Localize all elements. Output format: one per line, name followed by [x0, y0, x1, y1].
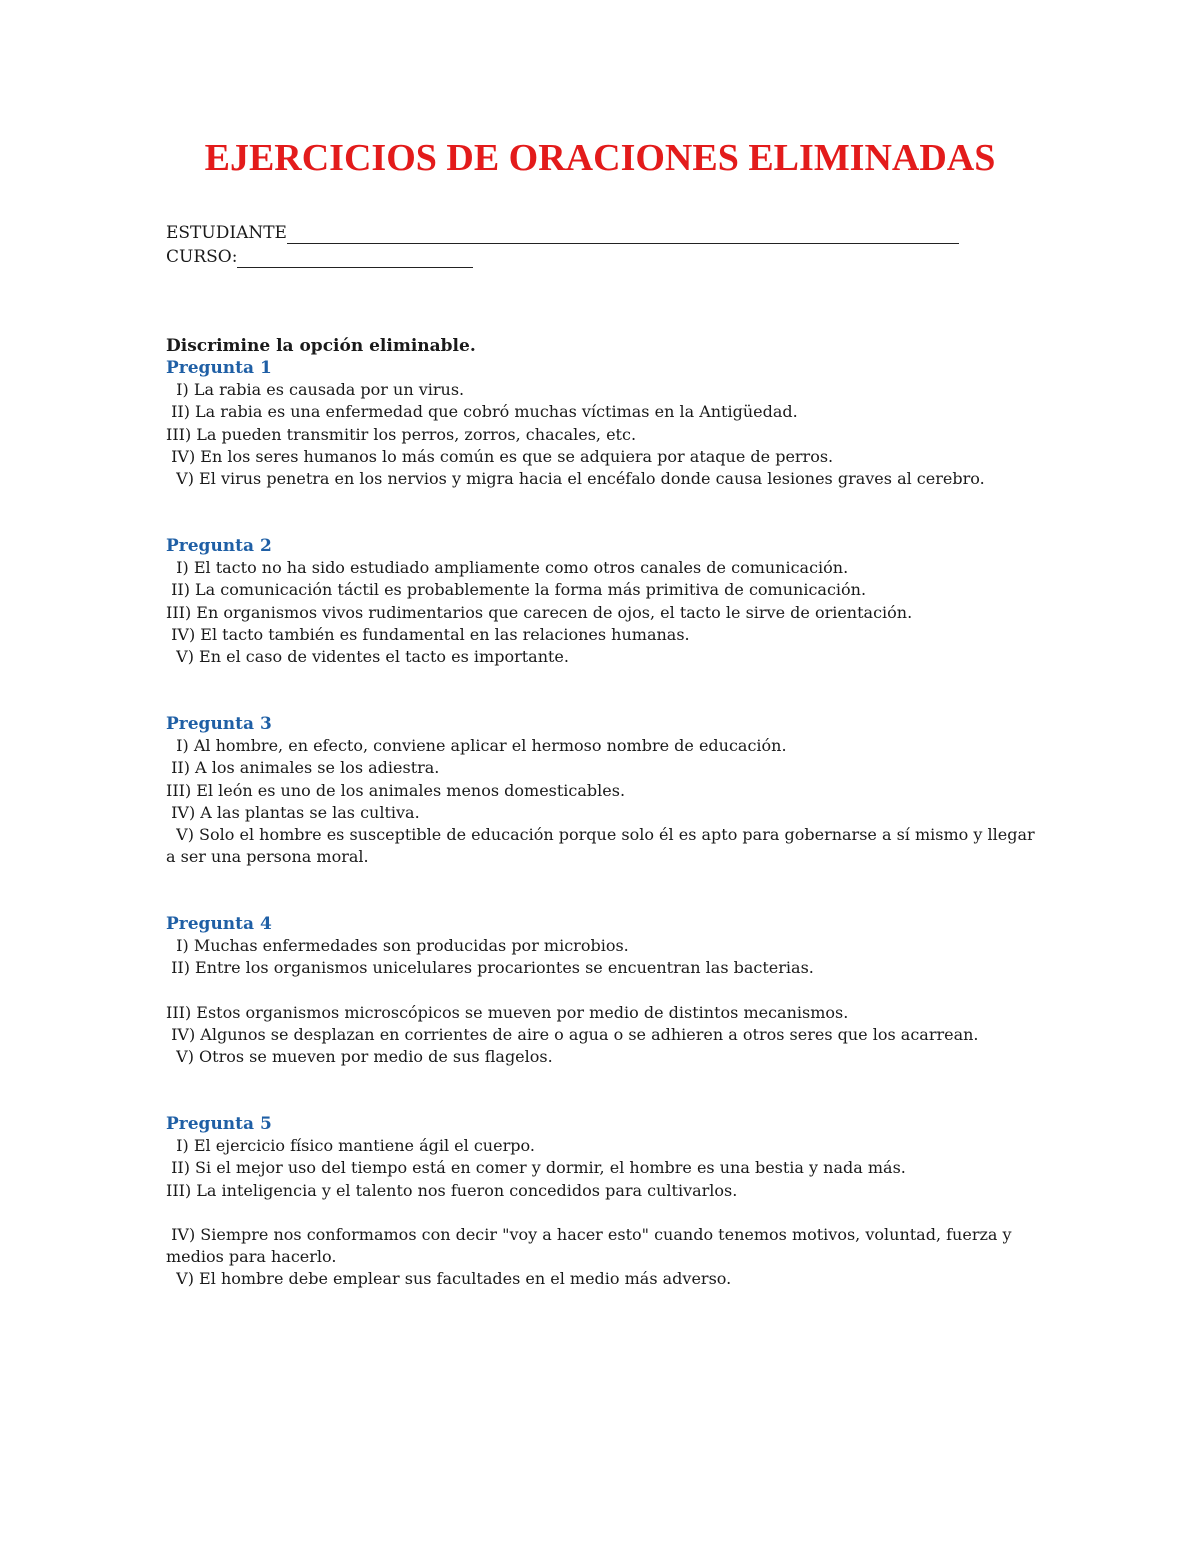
option-iv: IV) A las plantas se las cultiva. — [166, 802, 420, 822]
question-4 — [166, 913, 1046, 1068]
blank-line — [166, 980, 1046, 1002]
option-ii: II) A los animales se los adiestra. — [166, 758, 440, 778]
option-ii: II) Si el mejor uso del tiempo está en comer y dormir, el hombre es una bestia y nada más. — [166, 1158, 906, 1178]
option-v: V) El virus penetra en los nervios y migra hacia el encéfalo donde causa lesiones graves al cerebro. — [166, 469, 985, 489]
option-i: I) Al hombre, en efecto, conviene aplicar el hermoso nombre de educación. — [166, 736, 787, 755]
course-label: CURSO: — [166, 247, 238, 267]
option-i: I) El tacto no ha sido estudiado ampliamente como otros canales de comunicación. — [166, 558, 849, 577]
option-iii: III) El león es uno de los animales menos domesticables. — [166, 780, 626, 800]
question-label: Pregunta 3 — [166, 714, 272, 734]
option-iv: IV) Siempre nos conformamos con decir "voy a hacer esto" cuando tenemos motivos, voluntad, fuerza y medios para hacerlo. — [166, 1224, 1017, 1267]
option-i: I) El ejercicio físico mantiene ágil el cuerpo. — [166, 1136, 535, 1155]
question-5 — [166, 1113, 1046, 1291]
question-label: Pregunta 5 — [166, 1114, 272, 1134]
option-i: I) La rabia es causada por un virus. — [166, 380, 465, 399]
question-label: Pregunta 4 — [166, 914, 272, 934]
student-blank-line[interactable] — [287, 227, 959, 244]
page-title: EJERCICIOS DE ORACIONES ELIMINADAS — [204, 137, 996, 179]
question-3 — [166, 713, 1046, 869]
option-v: V) Otros se mueven por medio de sus flagelos. — [166, 1047, 553, 1067]
option-iii: III) La inteligencia y el talento nos fueron concedidos para cultivarlos. — [166, 1180, 738, 1200]
option-iii: III) Estos organismos microscópicos se mueven por medio de distintos mecanismos. — [166, 1002, 849, 1022]
option-iv: IV) Algunos se desplazan en corrientes de aire o agua o se adhieren a otros seres que los acarrean. — [166, 1024, 979, 1044]
option-ii: II) La comunicación táctil es probablemente la forma más primitiva de comunicación. — [166, 580, 867, 600]
course-field — [166, 246, 473, 268]
question-2 — [166, 535, 1046, 668]
course-blank-line[interactable] — [237, 251, 473, 268]
option-iii: III) En organismos vivos rudimentarios que carecen de ojos, el tacto le sirve de orientación. — [166, 602, 913, 622]
option-iv: IV) En los seres humanos lo más común es que se adquiera por ataque de perros. — [166, 446, 834, 466]
student-label: ESTUDIANTE — [166, 223, 287, 243]
option-v: V) En el caso de videntes el tacto es importante. — [166, 647, 569, 667]
question-1 — [166, 357, 1046, 490]
option-ii: II) La rabia es una enfermedad que cobró muchas víctimas en la Antigüedad. — [166, 402, 798, 422]
option-i: I) Muchas enfermedades son producidas por microbios. — [166, 936, 629, 955]
option-v: V) Solo el hombre es susceptible de educación porque solo él es apto para gobernarse a sí mismo y llegar a ser una persona moral. — [166, 825, 1040, 867]
instruction-text: Discrimine la opción eliminable. — [166, 336, 476, 356]
option-v: V) El hombre debe emplear sus facultades en el medio más adverso. — [166, 1269, 732, 1289]
option-iv: IV) El tacto también es fundamental en las relaciones humanas. — [166, 624, 690, 644]
blank-line — [166, 1202, 1046, 1224]
option-iii: III) La pueden transmitir los perros, zorros, chacales, etc. — [166, 424, 637, 444]
question-label: Pregunta 2 — [166, 536, 272, 556]
option-ii: II) Entre los organismos unicelulares procariontes se encuentran las bacterias. — [166, 958, 814, 978]
student-field — [166, 222, 959, 244]
question-label: Pregunta 1 — [166, 358, 272, 378]
